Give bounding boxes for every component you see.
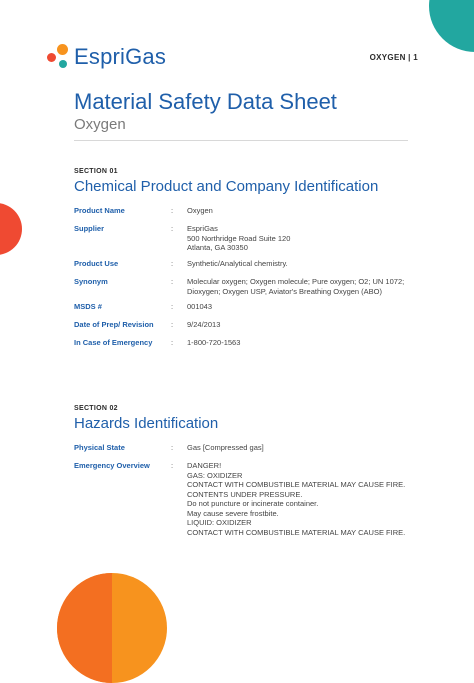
page-header-tag: OXYGEN | 1 bbox=[369, 53, 418, 62]
field-row: Product Name : Oxygen bbox=[74, 206, 417, 216]
section-01-title: Chemical Product and Company Identification bbox=[74, 178, 379, 195]
field-value: Oxygen bbox=[187, 206, 213, 215]
field-label: Synonym bbox=[74, 277, 108, 286]
field-row: In Case of Emergency : 1-800-720-1563 bbox=[74, 338, 417, 348]
field-label: Date of Prep/ Revision bbox=[74, 320, 154, 329]
field-value: Molecular oxygen; Oxygen molecule; Pure oxygen; O2; UN 1072; Dioxygen; Oxygen USP, Aviator's Breathing Oxygen (ABO) bbox=[187, 277, 405, 296]
document-title: Material Safety Data Sheet bbox=[74, 89, 337, 114]
field-label: MSDS # bbox=[74, 302, 102, 311]
title-divider bbox=[74, 140, 408, 141]
field-label: Supplier bbox=[74, 224, 105, 233]
field-value: DANGER! GAS: OXIDIZER CONTACT WITH COMBUSTIBLE MATERIAL MAY CAUSE FIRE. CONTENTS UNDER PRESSURE. Do not puncture or incinerate container. May cause severe frostbite. LIQUID: OXIDIZER CONTACT WITH COMBUSTIBLE MATERIAL MAY CAUSE FIRE. bbox=[187, 461, 406, 537]
decorative-circle-orange bbox=[57, 573, 167, 683]
field-value: Synthetic/Analytical chemistry. bbox=[187, 259, 288, 268]
section-01-label: SECTION 01 bbox=[74, 168, 118, 175]
section-02-title: Hazards Identification bbox=[74, 415, 219, 432]
field-label: Emergency Overview bbox=[74, 461, 150, 470]
field-value: 9/24/2013 bbox=[187, 320, 221, 329]
field-row: MSDS # : 001043 bbox=[74, 302, 417, 312]
document-subtitle: Oxygen bbox=[74, 116, 126, 133]
field-value: 1-800-720-1563 bbox=[187, 338, 241, 347]
section-02-fields bbox=[74, 443, 414, 543]
field-label: In Case of Emergency bbox=[74, 338, 153, 347]
field-value: 001043 bbox=[187, 302, 213, 311]
field-value: EspriGas 500 Northridge Road Suite 120 Atlanta, GA 30350 bbox=[187, 224, 291, 252]
logo-mark-icon bbox=[44, 44, 70, 70]
field-label: Product Name bbox=[74, 206, 125, 215]
field-row: Supplier : EspriGas 500 Northridge Road Suite 120 Atlanta, GA 30350 bbox=[74, 224, 417, 253]
field-row: Date of Prep/ Revision : 9/24/2013 bbox=[74, 320, 417, 330]
field-label: Physical State bbox=[74, 443, 125, 452]
field-row: Physical State : Gas [Compressed gas] bbox=[74, 443, 417, 453]
decorative-circle-teal bbox=[429, 0, 474, 52]
brand-logo bbox=[44, 44, 166, 70]
section-02-label: SECTION 02 bbox=[74, 405, 118, 412]
field-value: Gas [Compressed gas] bbox=[187, 443, 264, 452]
section-01-fields bbox=[74, 206, 414, 351]
field-row: Product Use : Synthetic/Analytical chemistry. bbox=[74, 259, 417, 269]
field-row: Emergency Overview : DANGER! GAS: OXIDIZER CONTACT WITH COMBUSTIBLE MATERIAL MAY CAUSE FIRE. CONTENTS UNDER PRESSURE. Do not puncture or incinerate container. May cause severe frostbite. LIQUID: OXIDIZER CONTACT WITH COMBUSTIBLE MATERIAL MAY CAUSE FIRE. bbox=[74, 461, 417, 537]
brand-name: EspriGas bbox=[74, 44, 167, 69]
decorative-circle-red bbox=[0, 203, 22, 255]
field-label: Product Use bbox=[74, 259, 119, 268]
field-row: Synonym : Molecular oxygen; Oxygen molecule; Pure oxygen; O2; UN 1072; Dioxygen; Oxygen USP, Aviator's Breathing Oxygen (ABO) bbox=[74, 277, 417, 296]
